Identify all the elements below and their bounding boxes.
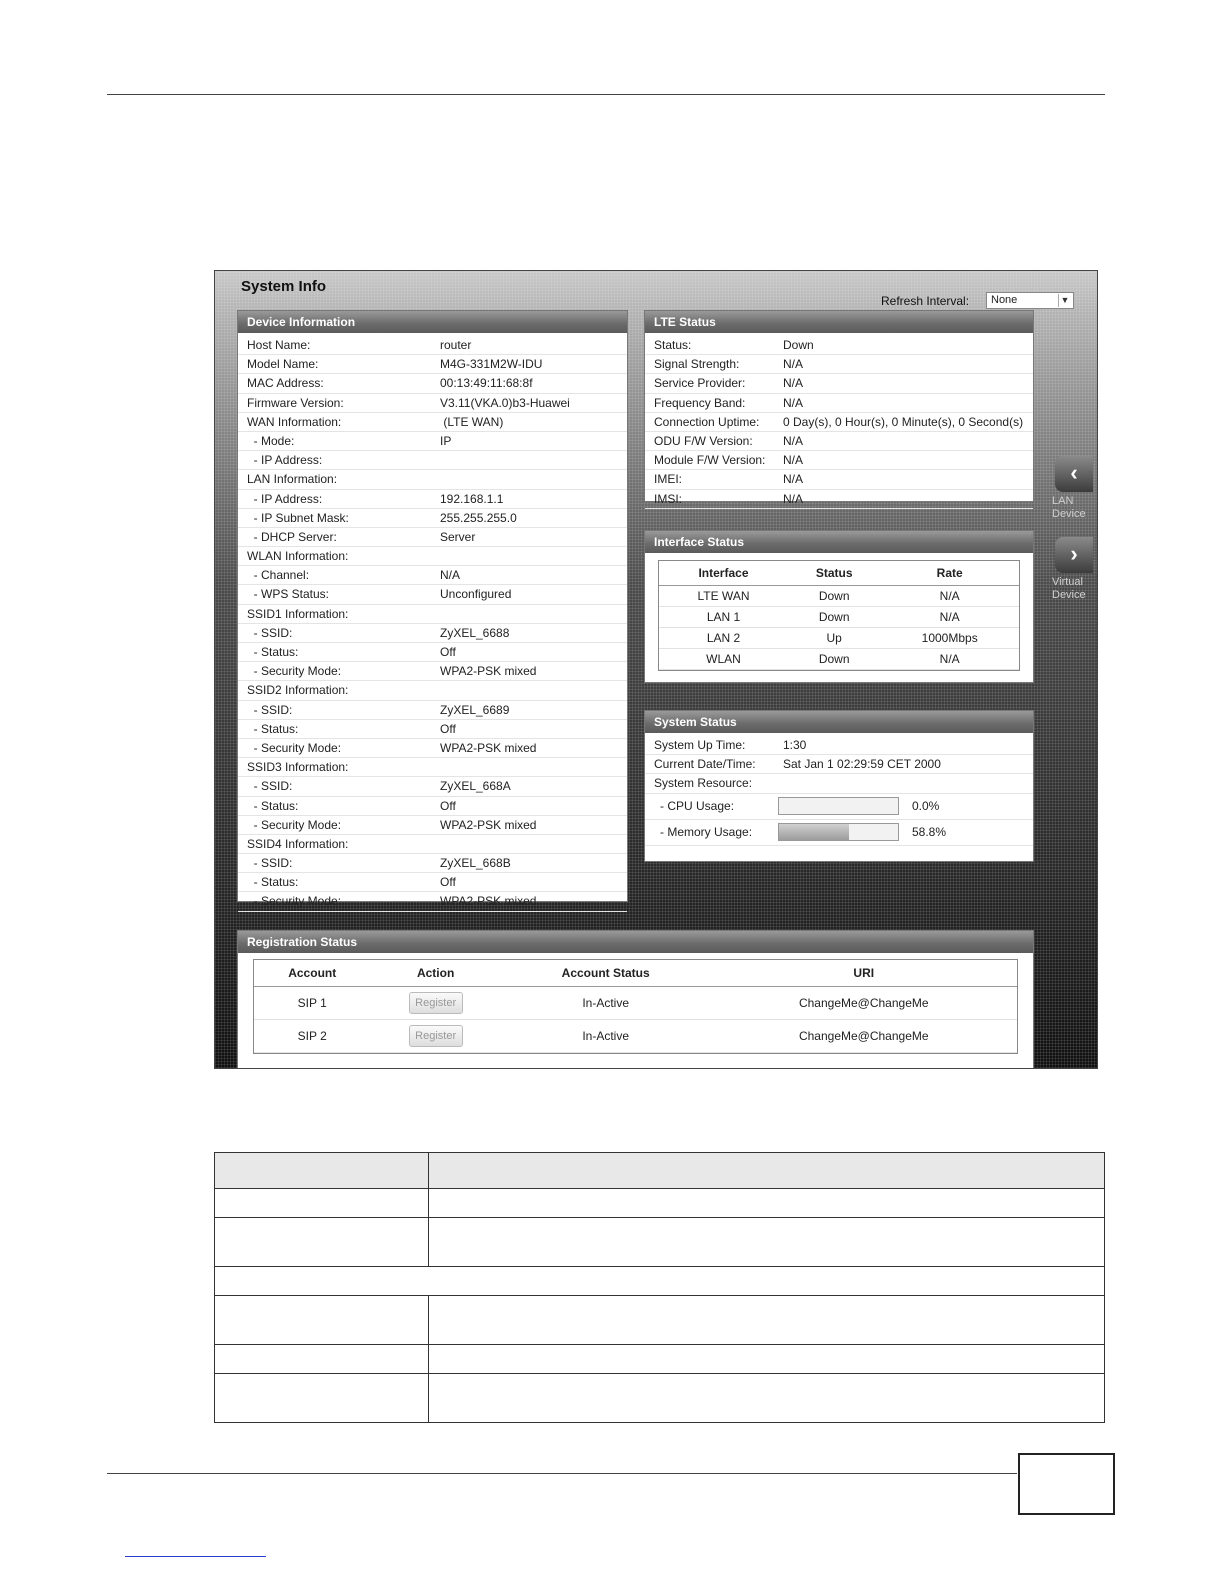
chevron-down-icon: ▼ (1058, 294, 1071, 307)
lte-status-row-label: Signal Strength: (654, 357, 740, 372)
table-row (215, 1345, 1105, 1374)
device-info-row-label: - Security Mode: (247, 664, 342, 679)
device-info-row-value: Server (440, 529, 476, 544)
registration-status-panel (237, 930, 1034, 1069)
refresh-interval-value: None (991, 294, 1018, 306)
lte-status-row-label: Frequency Band: (654, 395, 746, 410)
lte-status-row-label: IMSI: (654, 491, 683, 506)
lte-status-row-value: 0 Day(s), 0 Hour(s), 0 Minute(s), 0 Second(s) (783, 414, 1024, 429)
device-info-row-label: - Security Mode: (247, 817, 342, 832)
device-info-row-label: - Mode: (247, 433, 295, 448)
lte-status-row-label: Status: (654, 338, 692, 352)
device-info-row (238, 643, 627, 662)
device-info-row-label: - IP Address: (247, 453, 323, 468)
device-info-row-label: - SSID: (247, 779, 293, 794)
device-info-row-value: WPA2-PSK mixed (440, 740, 537, 755)
device-info-row-label: WAN Information: (247, 414, 342, 429)
interface-cell: N/A (880, 586, 1019, 607)
device-info-row-label: Model Name: (247, 357, 319, 372)
lte-status-row (645, 355, 1033, 374)
device-info-row-label: WLAN Information: (247, 549, 349, 564)
lte-status-row (645, 451, 1033, 470)
system-resource-label: System Resource: (654, 776, 753, 791)
refresh-interval-label: Refresh Interval: (881, 294, 970, 308)
refresh-interval-select[interactable] (986, 292, 1074, 309)
interface-cell: Down (788, 586, 880, 607)
system-uptime-label: System Up Time: (654, 738, 746, 752)
lte-status-row-label: Module F/W Version: (654, 453, 766, 468)
device-info-row (238, 432, 627, 451)
interface-cell: N/A (880, 607, 1019, 628)
device-info-row (238, 394, 627, 413)
device-info-row (238, 547, 627, 566)
interface-cell: Down (788, 649, 880, 670)
interface-status-header: Interface Status (645, 531, 1033, 553)
table-row (659, 586, 1019, 607)
device-info-row-value (440, 835, 627, 853)
registration-status-header: Registration Status (238, 931, 1033, 953)
lte-status-row-value: N/A (783, 433, 804, 448)
table-row (659, 607, 1019, 628)
device-info-row-label: Firmware Version: (247, 395, 344, 410)
account-cell: SIP 2 (254, 1020, 370, 1053)
cpu-usage-label: - CPU Usage: (660, 798, 735, 813)
account-status-cell: In-Active (501, 987, 711, 1020)
device-info-row-label: SSID3 Information: (247, 760, 349, 775)
interface-status-panel (644, 530, 1034, 683)
device-info-row-label: - Security Mode: (247, 740, 342, 755)
page-number-box (1018, 1453, 1115, 1515)
device-info-row (238, 816, 627, 835)
device-info-row-label: - Status: (247, 875, 299, 890)
system-resource-row (645, 774, 1033, 793)
device-info-row-value (440, 681, 627, 699)
action-cell (370, 1020, 500, 1053)
cpu-usage-value: 0.0% (912, 798, 940, 813)
virtual-device-label: Virtual Device (1052, 576, 1086, 601)
lte-status-row (645, 374, 1033, 393)
device-information-panel (237, 310, 628, 909)
device-info-row-label: - Status: (247, 721, 299, 736)
interface-cell: WLAN (659, 649, 788, 670)
memory-usage-value: 58.8% (912, 824, 947, 839)
device-info-row-value (440, 470, 627, 488)
device-info-row (238, 490, 627, 509)
device-info-row-value: router (440, 338, 472, 352)
uri-cell: ChangeMe@ChangeMe (711, 1020, 1018, 1053)
interface-cell: LAN 2 (659, 628, 788, 649)
device-info-row-value: Off (440, 875, 456, 890)
device-info-row-value: N/A (440, 568, 461, 583)
table-row (215, 1296, 1105, 1345)
device-info-row-label: - Channel: (247, 568, 310, 583)
device-info-row (238, 451, 627, 470)
registration-column-header: Account Status (501, 960, 711, 987)
system-uptime-value: 1:30 (783, 738, 807, 752)
uri-cell: ChangeMe@ChangeMe (711, 987, 1018, 1020)
lte-status-row (645, 490, 1033, 509)
device-info-row (238, 509, 627, 528)
device-info-row (238, 336, 627, 355)
footer-link-underline[interactable] (125, 1556, 266, 1557)
device-info-row-label: SSID1 Information: (247, 606, 349, 621)
device-info-row-label: - IP Subnet Mask: (247, 510, 349, 525)
device-info-row (238, 739, 627, 758)
device-info-row (238, 681, 627, 700)
interface-column-header: Interface (659, 561, 788, 586)
device-info-row-label: - SSID: (247, 856, 293, 871)
device-info-row-value: Unconfigured (440, 587, 512, 602)
table-row (215, 1218, 1105, 1267)
device-info-row (238, 566, 627, 585)
interface-table (659, 561, 1019, 670)
device-info-row (238, 413, 627, 432)
device-info-row (238, 355, 627, 374)
memory-usage-label: - Memory Usage: (660, 824, 753, 839)
device-info-row-value: 255.255.255.0 (440, 510, 517, 525)
registration-table (254, 960, 1017, 1053)
interface-cell: 1000Mbps (880, 628, 1019, 649)
device-info-row (238, 835, 627, 854)
account-status-cell: In-Active (501, 1020, 711, 1053)
lte-status-row-label: IMEI: (654, 472, 683, 487)
device-info-row (238, 585, 627, 604)
table-row (254, 987, 1017, 1020)
interface-cell: Up (788, 628, 880, 649)
register-button[interactable]: Register (409, 1025, 463, 1047)
device-info-row-label: - SSID: (247, 625, 293, 640)
device-info-row-value: Off (440, 721, 456, 736)
device-info-row-value (440, 451, 627, 469)
virtual-device-button[interactable] (1055, 537, 1093, 573)
lte-status-row-label: Connection Uptime: (654, 414, 760, 429)
registration-column-header: URI (711, 960, 1018, 987)
device-info-row-value: IP (440, 433, 452, 448)
lte-status-row-value: N/A (783, 357, 804, 372)
lte-status-panel (644, 310, 1034, 506)
device-info-row-value (440, 547, 627, 565)
current-datetime-row (645, 755, 1033, 774)
device-info-row-label: - IP Address: (247, 491, 323, 506)
registration-column-header: Account (254, 960, 370, 987)
device-info-row-label: - Security Mode: (247, 894, 342, 909)
device-info-row (238, 528, 627, 547)
lte-status-row (645, 413, 1033, 432)
registration-table-wrap (253, 959, 1018, 1054)
device-info-row-value: (LTE WAN) (440, 414, 504, 429)
lte-status-row (645, 470, 1033, 489)
device-info-row-value: ZyXEL_668B (440, 856, 511, 871)
device-info-row (238, 720, 627, 739)
device-info-row (238, 470, 627, 489)
device-info-row (238, 605, 627, 624)
device-info-row (238, 892, 627, 911)
device-info-row-value: WPA2-PSK mixed (440, 894, 537, 909)
lte-status-row (645, 394, 1033, 413)
table-row (659, 649, 1019, 670)
interface-cell: LAN 1 (659, 607, 788, 628)
device-info-row-label: - Status: (247, 798, 299, 813)
device-info-row (238, 701, 627, 720)
system-uptime-row (645, 736, 1033, 755)
interface-table-wrap (658, 560, 1020, 671)
system-info-screenshot (214, 270, 1098, 1069)
device-info-row-label: Host Name: (247, 338, 311, 352)
device-info-row (238, 624, 627, 643)
lte-status-row-value: N/A (783, 453, 804, 468)
device-info-row (238, 873, 627, 892)
device-information-header: Device Information (238, 311, 627, 333)
system-status-panel (644, 710, 1034, 862)
device-info-row-value: Off (440, 645, 456, 659)
memory-usage-fill (779, 824, 849, 840)
lte-status-row (645, 432, 1033, 451)
device-info-row-value: WPA2-PSK mixed (440, 664, 537, 679)
device-info-row (238, 797, 627, 816)
lte-status-row-value: N/A (783, 395, 804, 410)
field-description-table (214, 1152, 1105, 1423)
device-info-row-value: 192.168.1.1 (440, 491, 504, 506)
current-datetime-label: Current Date/Time: (654, 757, 756, 772)
device-info-row-label: - WPS Status: (247, 587, 330, 602)
lte-status-row (645, 336, 1033, 355)
interface-column-header: Rate (880, 561, 1019, 586)
cpu-usage-row (645, 794, 1033, 820)
device-info-row-label: - DHCP Server: (247, 529, 337, 544)
memory-usage-row (645, 820, 1033, 846)
current-datetime-value: Sat Jan 1 02:29:59 CET 2000 (783, 757, 941, 772)
lte-status-row-value: Down (783, 338, 814, 352)
lte-status-row-value: N/A (783, 491, 804, 506)
device-info-row-value: ZyXEL_6688 (440, 625, 510, 640)
device-info-row-value: V3.11(VKA.0)b3-Huawei (440, 395, 570, 410)
lte-status-row-label: ODU F/W Version: (654, 433, 753, 448)
lte-status-row-value: N/A (783, 376, 804, 391)
register-button[interactable]: Register (409, 992, 463, 1014)
table-row (659, 628, 1019, 649)
device-info-row-value: WPA2-PSK mixed (440, 817, 537, 832)
cpu-usage-bar (778, 797, 899, 815)
lte-status-header: LTE Status (645, 311, 1033, 333)
chevron-left-icon: ‹ (1070, 460, 1078, 485)
memory-usage-bar (778, 823, 899, 841)
device-info-row-value (440, 758, 627, 776)
interface-cell: N/A (880, 649, 1019, 670)
table-row (215, 1374, 1105, 1423)
table-row (254, 1020, 1017, 1053)
device-info-row-value (440, 605, 627, 623)
table-row (215, 1267, 1105, 1296)
table-header-row (215, 1153, 1105, 1189)
device-info-row (238, 374, 627, 393)
page-title: System Info (241, 278, 327, 295)
account-cell: SIP 1 (254, 987, 370, 1020)
device-info-row-label: - Status: (247, 645, 299, 659)
device-info-row-label: MAC Address: (247, 376, 324, 391)
device-info-row-value: ZyXEL_668A (440, 779, 511, 794)
device-info-row-value: 00:13:49:11:68:8f (440, 376, 533, 391)
device-info-row (238, 777, 627, 796)
device-info-row (238, 662, 627, 681)
table-row (215, 1189, 1105, 1218)
device-info-row-label: SSID4 Information: (247, 836, 349, 851)
interface-cell: LTE WAN (659, 586, 788, 607)
device-info-row (238, 854, 627, 873)
lan-device-label: LAN Device (1052, 495, 1086, 520)
device-info-row-value: Off (440, 798, 456, 813)
interface-column-header: Status (788, 561, 880, 586)
device-info-row-label: LAN Information: (247, 472, 338, 487)
action-cell (370, 987, 500, 1020)
lte-status-row-value: N/A (783, 472, 804, 487)
registration-column-header: Action (370, 960, 500, 987)
lte-status-row-label: Service Provider: (654, 376, 746, 391)
device-info-row (238, 758, 627, 777)
device-info-row-label: - SSID: (247, 702, 293, 717)
interface-cell: Down (788, 607, 880, 628)
system-status-header: System Status (645, 711, 1033, 733)
device-info-row-label: SSID2 Information: (247, 683, 349, 698)
header-rule (107, 94, 1105, 95)
device-info-row-value: ZyXEL_6689 (440, 702, 510, 717)
chevron-right-icon: › (1070, 541, 1078, 566)
lan-device-button[interactable] (1055, 456, 1093, 492)
device-info-row-value: M4G-331M2W-IDU (440, 357, 543, 372)
footer-rule (107, 1473, 1017, 1474)
